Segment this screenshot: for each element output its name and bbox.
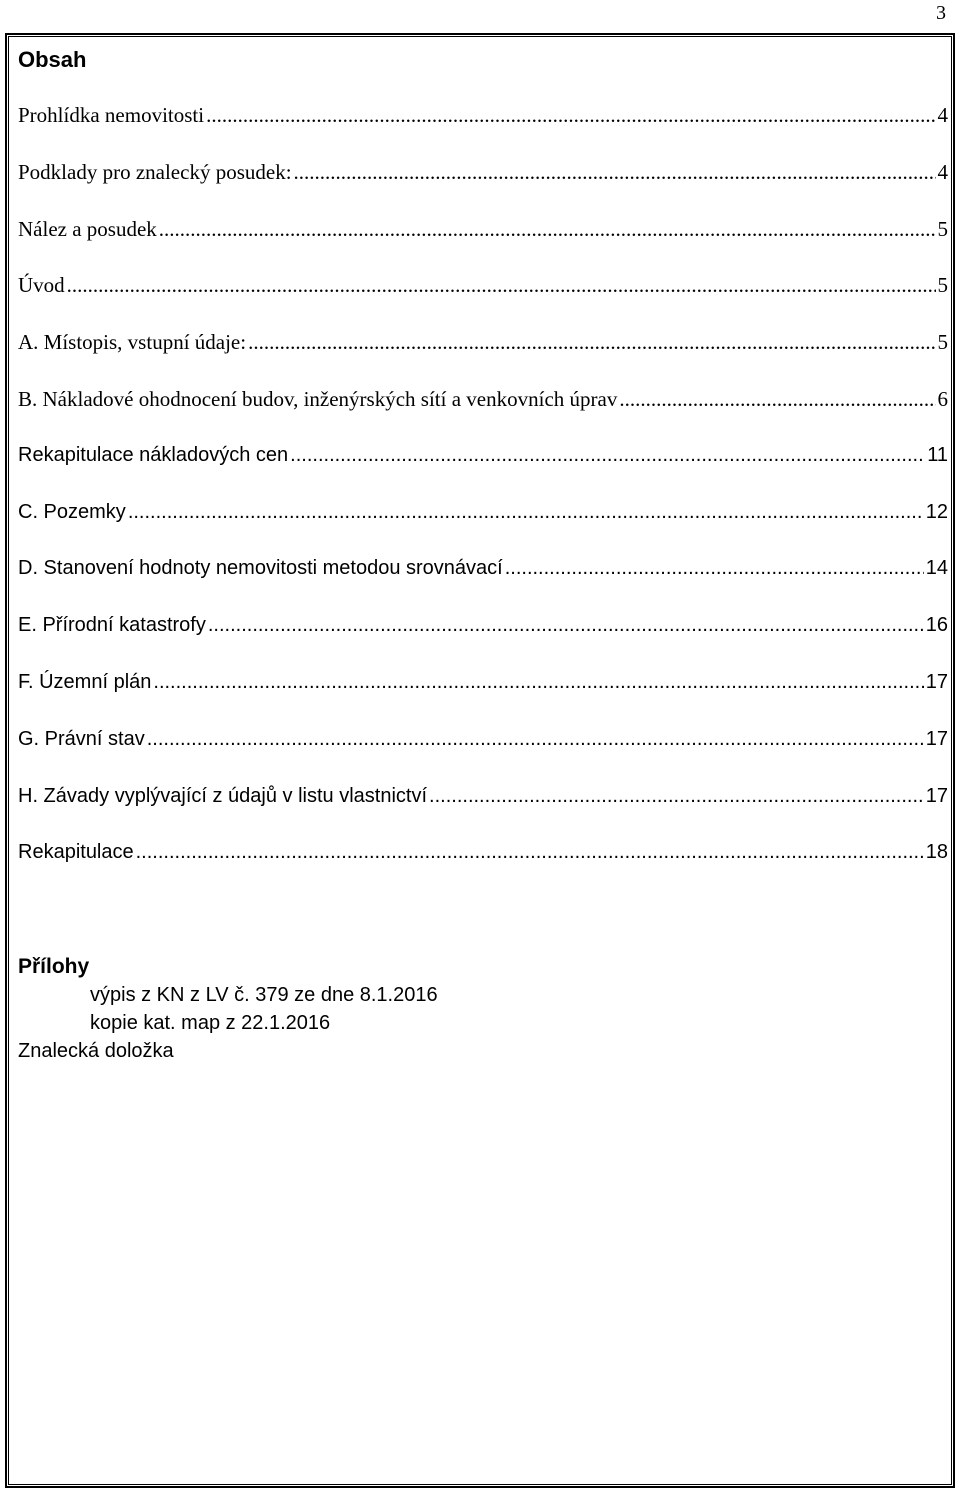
toc-entry-page: 18	[925, 841, 948, 864]
toc-entry-label: Nález a posudek	[18, 216, 157, 241]
toc-entry[interactable]	[18, 501, 948, 558]
toc-entry[interactable]	[18, 614, 948, 671]
toc-entry-label: Úvod	[18, 273, 65, 298]
toc-entry-page: 16	[925, 614, 948, 637]
annex-title: Přílohy	[18, 955, 90, 978]
toc-entry-label: E. Přírodní katastrofy	[18, 614, 206, 637]
toc-dot-leader	[619, 387, 935, 412]
toc-entry-page: 5	[937, 330, 948, 355]
toc-entry-label: C. Pozemky	[18, 500, 126, 523]
toc-entry-page: 11	[927, 443, 948, 466]
toc-entry[interactable]	[18, 330, 948, 387]
toc-entry-label: D. Stanovení hodnoty nemovitosti metodou srovnávací	[18, 557, 503, 580]
toc-entry[interactable]	[18, 444, 948, 501]
toc-entry-label: H. Závady vyplývající z údajů v listu vlastnictví	[18, 784, 428, 807]
annex-item: výpis z KN z LV č. 379 ze dne 8.1.2016	[90, 984, 438, 1006]
toc-entry-label: G. Právní stav	[18, 727, 145, 750]
toc-entry[interactable]	[18, 785, 948, 842]
table-of-contents	[18, 103, 948, 898]
toc-entry[interactable]	[18, 160, 948, 217]
toc-entry-page: 5	[937, 216, 948, 241]
annex-closing: Znalecká doložka	[18, 1040, 174, 1062]
toc-dot-leader	[159, 217, 936, 242]
toc-entry[interactable]	[18, 557, 948, 614]
toc-entry-page: 14	[925, 557, 948, 580]
toc-entry-label: B. Nákladové ohodnocení budov, inženýrských sítí a venkovních úprav	[18, 386, 618, 411]
toc-entry-page: 12	[925, 500, 948, 523]
toc-entry[interactable]	[18, 387, 948, 444]
toc-dot-leader	[128, 501, 924, 524]
toc-dot-leader	[147, 728, 924, 751]
toc-entry-label: Podklady pro znalecký posudek:	[18, 159, 292, 184]
toc-dot-leader	[136, 841, 924, 864]
toc-dot-leader	[248, 330, 935, 355]
toc-dot-leader	[208, 614, 924, 637]
page-number: 3	[936, 2, 946, 24]
toc-entry-page: 4	[937, 103, 948, 127]
toc-entry-page: 6	[937, 386, 948, 411]
toc-dot-leader	[153, 671, 923, 694]
toc-entry[interactable]	[18, 671, 948, 728]
toc-entry[interactable]	[18, 273, 948, 330]
annex-item: kopie kat. map z 22.1.2016	[90, 1012, 331, 1034]
toc-entry-page: 5	[937, 273, 948, 298]
toc-entry-page: 17	[925, 784, 948, 807]
toc-entry[interactable]	[18, 728, 948, 785]
toc-entry-label: Rekapitulace	[18, 841, 134, 864]
annex-section	[18, 953, 438, 1065]
toc-entry-label: A. Místopis, vstupní údaje:	[18, 330, 247, 355]
toc-dot-leader	[294, 160, 936, 185]
toc-entry[interactable]	[18, 103, 948, 160]
toc-entry[interactable]	[18, 217, 948, 274]
toc-entry-page: 17	[925, 670, 948, 693]
toc-dot-leader	[206, 103, 935, 128]
toc-entry-label: F. Územní plán	[18, 670, 152, 693]
toc-dot-leader	[67, 273, 936, 298]
toc-entry-label: Prohlídka nemovitosti	[18, 103, 205, 127]
toc-dot-leader	[505, 557, 924, 580]
toc-dot-leader	[429, 785, 924, 808]
toc-entry-label: Rekapitulace nákladových cen	[18, 443, 289, 466]
toc-dot-leader	[290, 444, 925, 467]
toc-entry-page: 17	[925, 727, 948, 750]
toc-entry[interactable]	[18, 841, 948, 898]
toc-title: Obsah	[18, 47, 87, 72]
toc-entry-page: 4	[937, 159, 948, 184]
